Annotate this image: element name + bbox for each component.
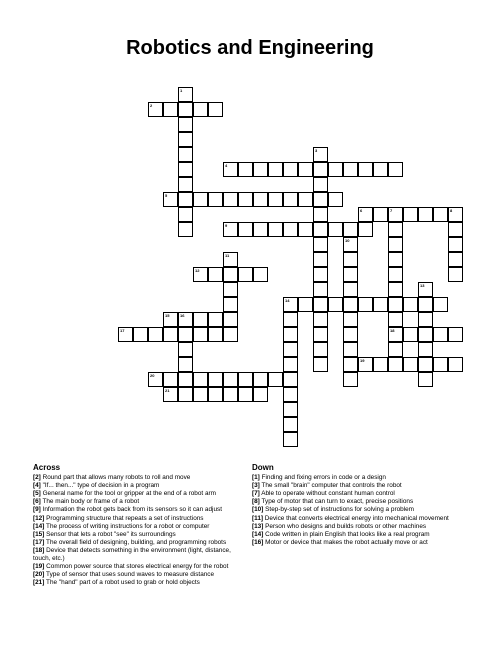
grid-cell[interactable] [403,327,418,342]
clue-number: [11] [252,514,264,522]
cell-number: 2 [150,103,153,108]
grid-cell[interactable] [223,327,238,342]
cell-number: 18 [390,328,395,333]
grid-cell[interactable] [448,237,463,252]
grid-cell[interactable] [178,357,193,372]
grid-cell[interactable] [193,312,208,327]
cell-number: 16 [180,313,185,318]
grid-cell[interactable] [313,357,328,372]
grid-cell[interactable] [223,252,238,267]
clue [252,539,472,547]
cell-number: 9 [225,223,228,228]
grid-cell[interactable] [283,342,298,357]
grid-cell[interactable] [178,177,193,192]
grid-cell[interactable] [118,327,133,342]
clue-text: Step-by-step set of instructions for solving a problem [263,506,414,514]
clue-number: [15] [33,530,45,538]
grid-cell[interactable] [343,312,358,327]
clue [33,498,249,506]
cell-number: 11 [225,253,230,258]
grid-cell[interactable] [358,357,373,372]
grid-cell[interactable] [388,342,403,357]
grid-cell[interactable] [238,387,253,402]
grid-cell[interactable] [448,267,463,282]
clue [252,474,472,482]
grid-cell[interactable] [253,222,268,237]
grid-cell[interactable] [358,207,373,222]
grid-cell[interactable] [208,102,223,117]
grid-cell[interactable] [403,207,418,222]
clue [33,490,249,498]
grid-cell[interactable] [283,417,298,432]
clue-number: [3] [252,482,260,490]
grid-cell[interactable] [313,252,328,267]
grid-cell[interactable] [313,342,328,357]
clue-text: The main body or frame of a robot [40,498,140,506]
grid-cell[interactable] [343,237,358,252]
cell-number: 13 [420,283,425,288]
clue-text: The overall field of designing, building, and programming robots [44,538,227,546]
grid-cell[interactable] [178,327,193,342]
grid-cell[interactable] [313,327,328,342]
grid-cell[interactable] [448,327,463,342]
across-clues [33,464,249,587]
grid-cell[interactable] [178,342,193,357]
down-clue-list [252,474,472,547]
grid-cell[interactable] [448,222,463,237]
grid-cell[interactable] [223,387,238,402]
grid-cell[interactable] [388,252,403,267]
grid-cell[interactable] [388,207,403,222]
clue-number: [8] [252,498,260,506]
grid-cell[interactable] [403,357,418,372]
cell-number: 15 [165,313,170,318]
grid-cell[interactable] [388,222,403,237]
grid-cell[interactable] [328,162,343,177]
clue-number: [1] [252,474,260,482]
grid-cell[interactable] [388,327,403,342]
grid-cell[interactable] [253,162,268,177]
clue-text: Person who designs and builds robots or other machines [263,522,427,530]
clue-text: Information the robot gets back from its sensors so it can adjust [40,506,222,514]
cell-number: 17 [120,328,125,333]
clue [33,539,249,547]
grid-cell[interactable] [208,312,223,327]
grid-cell[interactable] [283,432,298,447]
grid-cell[interactable] [418,297,433,312]
clue [252,506,472,514]
clue [252,523,472,531]
cell-number: 5 [165,193,168,198]
clue [33,506,249,514]
grid-cell[interactable] [133,327,148,342]
clue-number: [19] [33,563,45,571]
clue [33,579,249,587]
grid-cell[interactable] [343,222,358,237]
grid-cell[interactable] [193,327,208,342]
clue [33,482,249,490]
grid-cell[interactable] [163,372,178,387]
clue-number: [10] [252,506,264,514]
grid-cell[interactable] [268,162,283,177]
cell-number: 6 [360,208,363,213]
cell-number: 1 [180,88,183,93]
grid-cell[interactable] [193,102,208,117]
grid-cell[interactable] [343,282,358,297]
grid-cell[interactable] [343,372,358,387]
grid-cell[interactable] [388,357,403,372]
grid-cell[interactable] [418,372,433,387]
clue-number: [7] [252,490,260,498]
grid-cell[interactable] [223,312,238,327]
clue [33,571,249,579]
clue [33,523,249,531]
grid-cell[interactable] [373,207,388,222]
grid-cell[interactable] [193,387,208,402]
across-clue-list [33,474,249,587]
grid-cell[interactable] [178,87,193,102]
clue-number: [18] [33,546,45,554]
grid-cell[interactable] [208,192,223,207]
grid-cell[interactable] [418,207,433,222]
grid-cell[interactable] [283,357,298,372]
grid-cell[interactable] [178,102,193,117]
grid-cell[interactable] [313,147,328,162]
clue [33,563,249,571]
grid-cell[interactable] [343,357,358,372]
grid-cell[interactable] [238,222,253,237]
grid-cell[interactable] [388,297,403,312]
grid-cell[interactable] [283,297,298,312]
grid-cell[interactable] [283,387,298,402]
grid-cell[interactable] [268,372,283,387]
grid-cell[interactable] [433,297,448,312]
grid-cell[interactable] [178,147,193,162]
grid-cell[interactable] [418,357,433,372]
grid-cell[interactable] [163,327,178,342]
grid-cell[interactable] [223,372,238,387]
grid-cell[interactable] [448,207,463,222]
grid-cell[interactable] [388,282,403,297]
grid-cell[interactable] [358,162,373,177]
grid-cell[interactable] [358,222,373,237]
grid-cell[interactable] [373,162,388,177]
grid-cell[interactable] [253,267,268,282]
clue-text: Round part that allows many robots to roll and move [40,474,191,482]
grid-cell[interactable] [313,207,328,222]
grid-cell[interactable] [193,192,208,207]
clue-text: Finding and fixing errors in code or a design [259,474,386,482]
grid-cell[interactable] [433,207,448,222]
clue [252,498,472,506]
clue-number: [14] [252,530,264,538]
clue [252,515,472,523]
clue-number: [2] [33,474,41,482]
grid-cell[interactable] [343,252,358,267]
clue-number: [13] [252,522,264,530]
grid-cell[interactable] [178,312,193,327]
grid-cell[interactable] [208,267,223,282]
clue-text: The process of writing instructions for a robot or computer [44,522,210,530]
grid-cell[interactable] [163,312,178,327]
grid-cell[interactable] [178,162,193,177]
clue-text: "If... then..." type of decision in a program [40,482,160,490]
grid-cell[interactable] [313,192,328,207]
clue [33,515,249,523]
grid-cell[interactable] [238,267,253,282]
cell-number: 7 [390,208,393,213]
grid-cell[interactable] [298,192,313,207]
clue [252,531,472,539]
grid-cell[interactable] [448,357,463,372]
grid-cell[interactable] [178,132,193,147]
grid-cell[interactable] [418,327,433,342]
grid-cell[interactable] [433,357,448,372]
cell-number: 4 [225,163,228,168]
clue-number: [12] [33,514,45,522]
grid-cell[interactable] [373,357,388,372]
grid-cell[interactable] [313,237,328,252]
down-clues [252,464,472,547]
grid-cell[interactable] [223,192,238,207]
grid-cell[interactable] [238,162,253,177]
clue-number: [14] [33,522,45,530]
grid-cell[interactable] [358,297,373,312]
grid-cell[interactable] [343,267,358,282]
grid-cell[interactable] [388,267,403,282]
grid-cell[interactable] [238,192,253,207]
clue-number: [20] [33,571,45,579]
clue [33,531,249,539]
clue [33,474,249,482]
cell-number: 19 [360,358,365,363]
grid-cell[interactable] [253,192,268,207]
grid-cell[interactable] [343,342,358,357]
grid-cell[interactable] [283,402,298,417]
grid-cell[interactable] [298,297,313,312]
grid-cell[interactable] [343,297,358,312]
grid-cell[interactable] [238,372,253,387]
grid-cell[interactable] [403,297,418,312]
grid-cell[interactable] [178,372,193,387]
grid-cell[interactable] [178,207,193,222]
grid-cell[interactable] [373,297,388,312]
clue-text: Able to operate without constant human control [259,490,395,498]
grid-cell[interactable] [178,222,193,237]
clue-text: General name for the tool or gripper at the end of a robot arm [40,490,216,498]
down-heading: Down [252,463,274,472]
grid-cell[interactable] [283,192,298,207]
grid-cell[interactable] [223,162,238,177]
grid-cell[interactable] [268,222,283,237]
grid-cell[interactable] [193,372,208,387]
clue-number: [9] [33,506,41,514]
clue-number: [4] [33,482,41,490]
grid-cell[interactable] [388,237,403,252]
grid-cell[interactable] [223,222,238,237]
grid-cell[interactable] [223,282,238,297]
grid-cell[interactable] [283,162,298,177]
grid-cell[interactable] [313,312,328,327]
clue-text: Sensor that lets a robot "see" its surroundings [44,530,176,538]
grid-cell[interactable] [418,342,433,357]
cell-number: 3 [315,148,318,153]
clue-text: Code written in plain English that looks like a real program [263,530,430,538]
grid-cell[interactable] [298,222,313,237]
grid-cell[interactable] [253,387,268,402]
clue-text: The "hand" part of a robot used to grab or hold objects [44,579,200,587]
grid-cell[interactable] [343,162,358,177]
grid-cell[interactable] [433,327,448,342]
grid-cell[interactable] [313,282,328,297]
grid-cell[interactable] [163,102,178,117]
grid-cell[interactable] [283,327,298,342]
cell-number: 14 [285,298,290,303]
grid-cell[interactable] [178,117,193,132]
grid-cell[interactable] [313,162,328,177]
grid-cell[interactable] [148,372,163,387]
grid-cell[interactable] [208,387,223,402]
clue-text: Motor or device that makes the robot actually move or act [263,538,428,546]
clue-text: Type of sensor that uses sound waves to measure distance [44,571,215,579]
cell-number: 8 [450,208,453,213]
page-title: Robotics and Engineering [126,37,374,59]
grid-cell[interactable] [283,312,298,327]
grid-cell[interactable] [148,327,163,342]
clue [33,547,249,563]
cell-number: 12 [195,268,200,273]
grid-cell[interactable] [178,192,193,207]
clue-text: Device that converts electrical energy into mechanical movement [263,514,449,522]
clue-number: [17] [33,538,45,546]
grid-cell[interactable] [328,297,343,312]
grid-cell[interactable] [298,162,313,177]
cell-number: 21 [165,388,170,393]
clue-number: [16] [252,538,264,546]
grid-cell[interactable] [283,372,298,387]
grid-cell[interactable] [253,372,268,387]
grid-cell[interactable] [313,177,328,192]
cell-number: 10 [345,238,350,243]
grid-cell[interactable] [388,312,403,327]
grid-cell[interactable] [418,312,433,327]
grid-cell[interactable] [208,327,223,342]
clue-number: [5] [33,490,41,498]
grid-cell[interactable] [208,372,223,387]
grid-cell[interactable] [313,222,328,237]
clue-number: [6] [33,498,41,506]
grid-cell[interactable] [343,327,358,342]
cell-number: 20 [150,373,155,378]
clue [252,490,472,498]
grid-cell[interactable] [388,162,403,177]
clue-text: Programming structure that repeats a set of instructions [44,514,204,522]
clue-number: [21] [33,579,45,587]
clue-text: Type of motor that can turn to exact, precise positions [259,498,414,506]
grid-cell[interactable] [223,267,238,282]
grid-cell[interactable] [163,387,178,402]
grid-cell[interactable] [313,267,328,282]
grid-cell[interactable] [418,282,433,297]
grid-cell[interactable] [328,192,343,207]
clue-text: Device that detects something in the environment (light, distance, touch, etc.) [33,546,231,563]
grid-cell[interactable] [328,222,343,237]
grid-cell[interactable] [178,387,193,402]
grid-cell[interactable] [283,222,298,237]
clue [252,482,472,490]
grid-cell[interactable] [268,192,283,207]
across-heading: Across [33,463,61,472]
grid-cell[interactable] [448,252,463,267]
grid-cell[interactable] [223,297,238,312]
clue-text: Common power source that stores electrical energy for the robot [44,563,229,571]
grid-cell[interactable] [193,267,208,282]
grid-cell[interactable] [163,192,178,207]
grid-cell[interactable] [148,102,163,117]
clue-text: The small "brain" computer that controls the robot [259,482,402,490]
grid-cell[interactable] [313,297,328,312]
